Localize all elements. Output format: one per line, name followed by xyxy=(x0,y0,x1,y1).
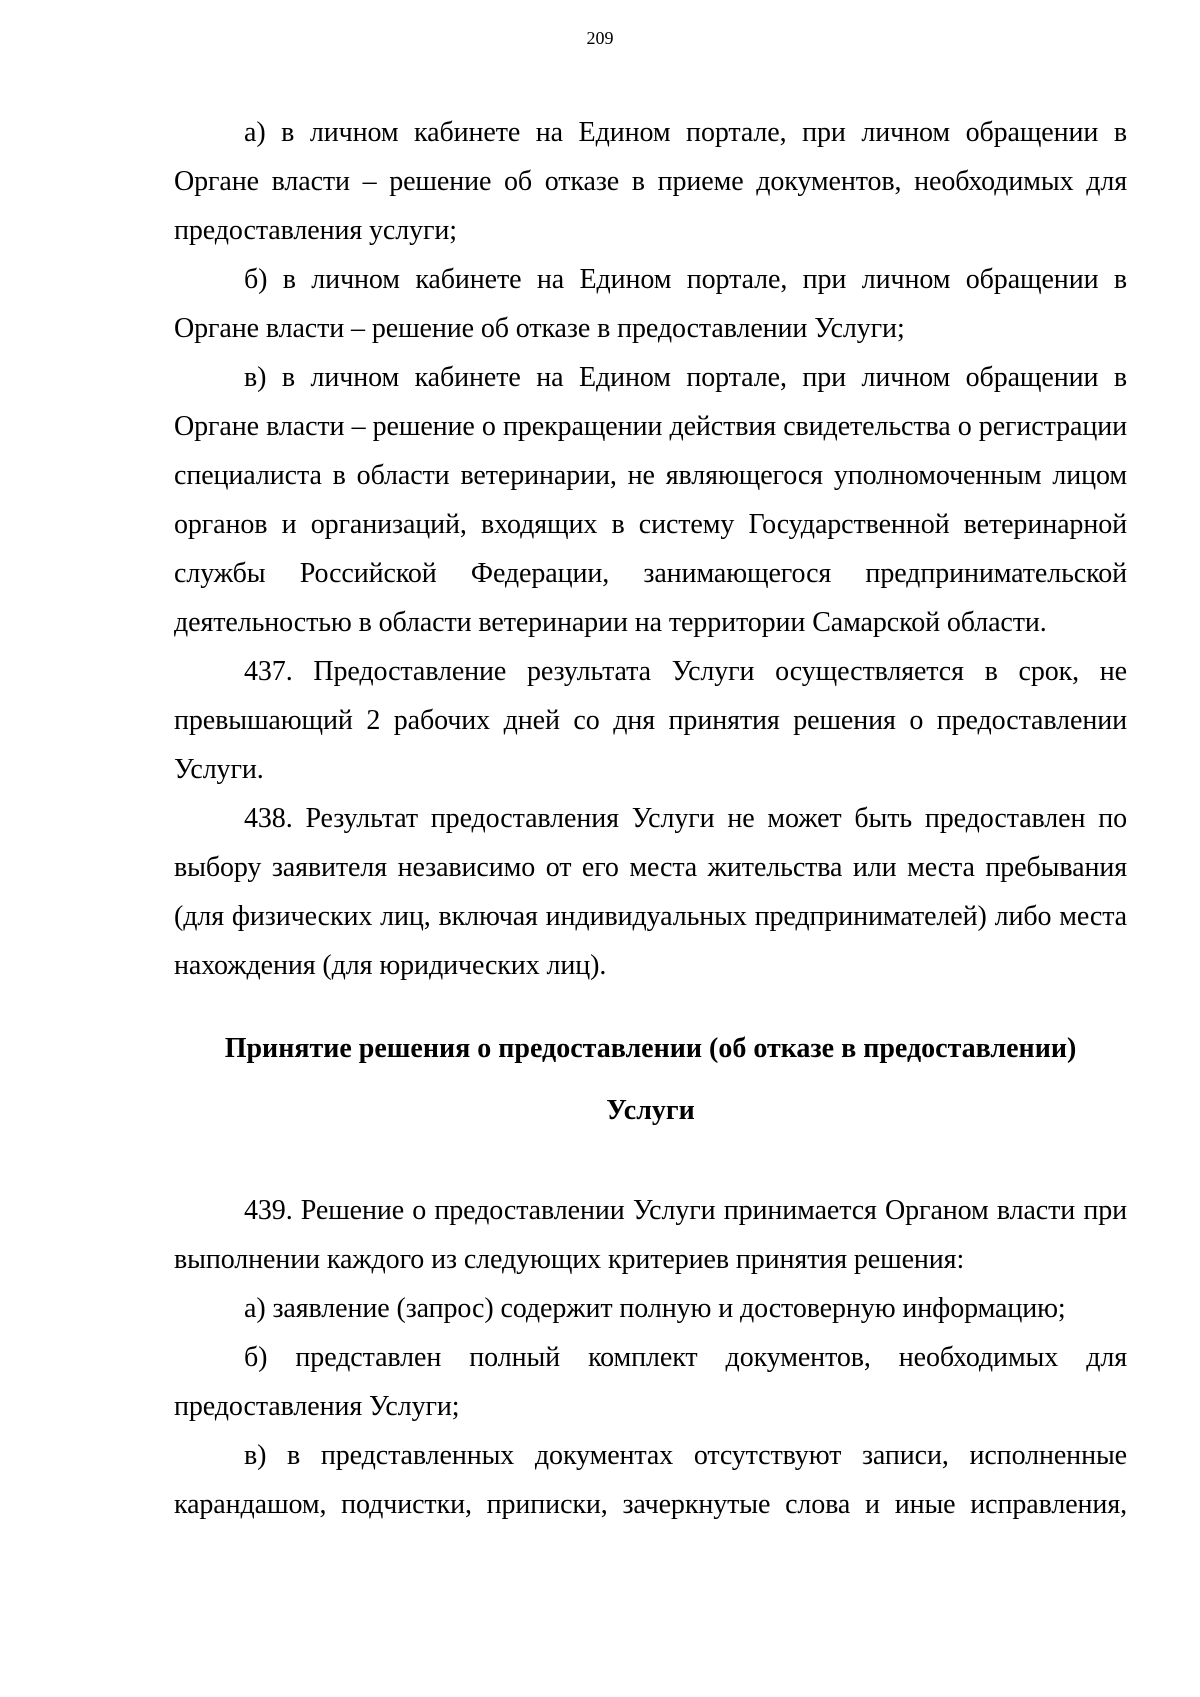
section-heading-line1: Принятие решения о предоставлении (об отказе в предоставлении) xyxy=(224,1033,1077,1064)
criterion-a: а) заявление (запрос) содержит полную и достоверную информацию; xyxy=(244,1293,1066,1324)
paragraph-b-service-refusal: б) в личном кабинете на Едином портале, при личном обращении в Органе власти – решение об отказе в предоставлении Услуги; xyxy=(174,264,1127,344)
paragraph-a-application-refusal: а) в личном кабинете на Едином портале, при личном обращении в Органе власти – решение об отказе в приеме документов, необходимых для предоставления услуги; xyxy=(174,117,1127,246)
paragraph-437: 437. Предоставление результата Услуги осуществляется в срок, не превышающий 2 рабочих дней со дня принятия решения о предоставлении Услуги. xyxy=(174,656,1127,785)
paragraph-439: 439. Решение о предоставлении Услуги принимается Органом власти при выполнении каждого из следующих критериев принятия решения: xyxy=(174,1195,1127,1275)
spacer xyxy=(174,1142,1127,1186)
section-heading-line2: Услуги xyxy=(606,1095,695,1126)
criterion-v: в) в представленных документах отсутствуют записи, исполненные карандашом, подчистки, приписки, зачеркнутые слова и иные исправления, xyxy=(174,1440,1127,1520)
paragraph-438: 438. Результат предоставления Услуги не может быть предоставлен по выбору заявителя независимо от его места жительства или места пребывания (для физических лиц, включая индивидуальных предпринимателей) либо места нахождения (для юридических лиц). xyxy=(174,803,1127,981)
paragraph-v-certificate-termination: в) в личном кабинете на Едином портале, при личном обращении в Органе власти – решение о прекращении действия свидетельства о регистрации специалиста в области ветеринарии, не являющегося уполномоченным лицом органов и организаций, входящих в систему Государственной ветеринарной службы Российской Федерации, занимающегося предпринимательской деятельностью в области ветеринарии на территории Самарской области. xyxy=(174,362,1127,638)
page-number: 209 xyxy=(586,28,614,48)
document-body xyxy=(174,108,1127,1529)
criterion-b: б) представлен полный комплект документов, необходимых для предоставления Услуги; xyxy=(174,1342,1127,1422)
spacer xyxy=(174,990,1127,1018)
